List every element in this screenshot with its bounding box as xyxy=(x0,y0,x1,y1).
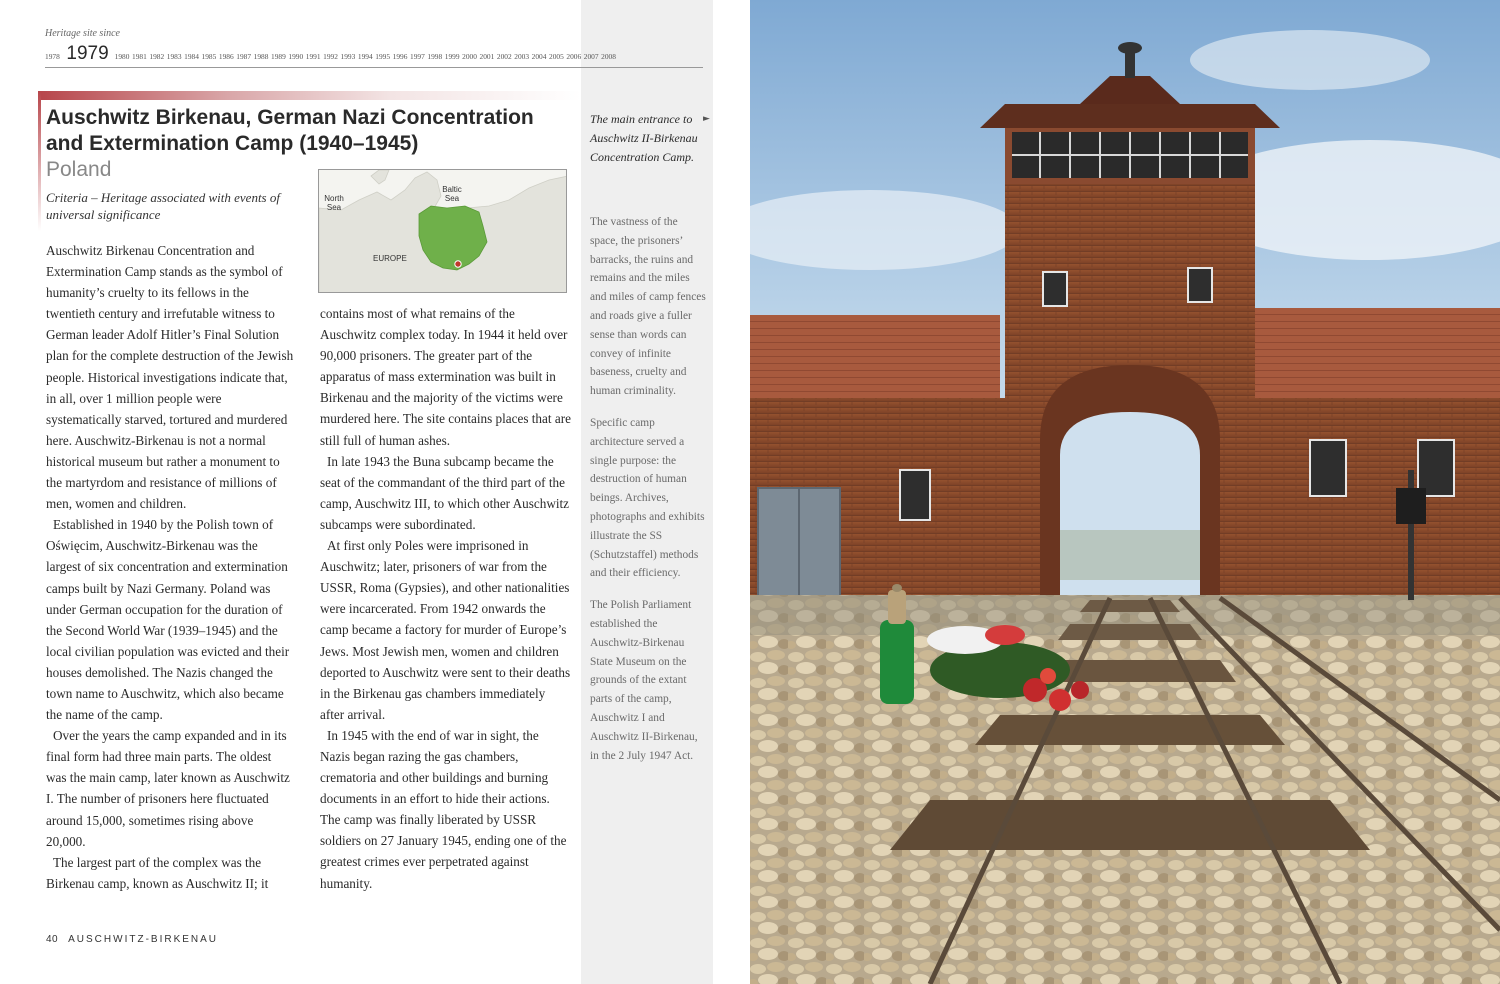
roof-left xyxy=(750,315,1000,400)
sidebar-note: The Polish Parliament established the Auschwitz-Birkenau State Museum on the grounds of the extant parts of the camp, Auschwitz I and Auschwitz II-Birkenau, in the 2 July 1947 Act. xyxy=(590,599,698,762)
body-paragraph: contains most of what remains of the Auschwitz complex today. In 1944 it held over 90,000 prisoners. The greater part of the apparatus of mass extermination was built in Birkenau and the majority of the victims were murdered here. The site contains places that are still full of human ashes. xyxy=(320,306,571,448)
timeline-year: 2008 xyxy=(601,52,616,61)
timeline-year: 1982 xyxy=(149,52,165,61)
timeline-year: 1986 xyxy=(218,52,234,61)
body-paragraph: Over the years the camp expanded and in its final form had three main parts. The oldest was the main camp, later known as Auschwitz I. The number of prisoners here fluctuated around 15,000, sometimes rising above 20,000. xyxy=(46,728,290,849)
timeline-year: 1994 xyxy=(357,52,373,61)
timeline-year: 1993 xyxy=(340,52,356,61)
wing-window xyxy=(1418,440,1454,496)
timeline-year: 1980 xyxy=(114,52,130,61)
timeline-year: 1991 xyxy=(305,52,321,61)
sidebar-notes xyxy=(590,213,706,778)
page-gutter xyxy=(713,0,750,984)
map-label-baltic-sea: Baltic Sea xyxy=(442,185,462,203)
timeline-year: 2001 xyxy=(479,52,495,61)
wing-right xyxy=(1250,398,1500,598)
roof-right xyxy=(1250,308,1500,400)
body-column-2 xyxy=(320,303,572,894)
body-paragraph: In 1945 with the end of war in sight, the Nazis began razing the gas chambers, crematoria and other buildings and burning documents in an effort to hide their actions. The camp was finally liberated by USSR soldiers on 27 January 1945, ending one of the greatest crimes ever perpetrated against humanity. xyxy=(320,727,567,891)
photo-caption: The main entrance to Auschwitz II-Birkenau Concentration Camp. xyxy=(590,112,698,164)
location-marker-icon xyxy=(455,261,461,267)
body-paragraph: The largest part of the complex was the Birkenau camp, known as Auschwitz II; it xyxy=(46,854,269,891)
timeline-year: 1996 xyxy=(392,52,408,61)
timeline-year: 2007 xyxy=(583,52,599,61)
map-label-north-sea: North Sea xyxy=(324,194,344,212)
country-name: Poland xyxy=(46,158,112,181)
timeline-year: 1978 xyxy=(45,52,60,61)
tower-window xyxy=(1043,272,1067,306)
timeline-year: 1987 xyxy=(236,52,252,61)
timeline-year: 2000 xyxy=(462,52,477,61)
timeline-year: 1999 xyxy=(444,52,460,61)
timeline-year: 1984 xyxy=(184,52,199,61)
page-number: 40 xyxy=(46,934,59,945)
timeline-year: 1989 xyxy=(271,52,286,61)
locator-map xyxy=(318,169,567,293)
title-left-rule xyxy=(38,91,41,231)
running-head: AUSCHWITZ-BIRKENAU xyxy=(68,934,219,945)
timeline-year: 1985 xyxy=(201,52,217,61)
timeline-year: 2006 xyxy=(566,52,582,61)
timeline-year: 2003 xyxy=(514,52,530,61)
ballast xyxy=(750,595,1500,984)
memorial-candle xyxy=(880,620,914,704)
wing-window xyxy=(1310,440,1346,496)
body-paragraph: In late 1943 the Buna subcamp became the seat of the commandant of the third part of the camp, Auschwitz III, to which other Auschwitz subcamps were subordinated. xyxy=(320,453,570,532)
sidebar-note: The vastness of the space, the prisoners’ barracks, the ruins and remains and the miles and miles of camp fences and roads give a fuller sense than words can convey of infinite baseness, cruelty and human criminality. xyxy=(590,216,706,398)
gatehouse-illustration xyxy=(750,0,1500,984)
caption-arrow-icon: ► xyxy=(703,114,710,124)
timeline-year: 1983 xyxy=(166,52,182,61)
left-page xyxy=(0,0,713,984)
gatehouse-photo xyxy=(750,0,1500,984)
body-paragraph: Established in 1940 by the Polish town of Oświęcim, Auschwitz-Birkenau was the largest of six concentration and extermination camps built by Nazi Germany. Poland was under German occupation for the duration of the Second World War (1939–1945) and the local civilian population was evicted and their houses demolished. The Nazis changed the town name to Auschwitz, which also became the name of the camp. xyxy=(46,517,290,723)
page-title: Auschwitz Birkenau, German Nazi Concentration and Extermination Camp (1940–1945) xyxy=(46,106,534,155)
timeline-year: 1998 xyxy=(427,52,443,61)
map-label-europe: EUROPE xyxy=(373,254,407,263)
tower-roof xyxy=(980,104,1280,128)
timeline-year: 1992 xyxy=(323,52,338,61)
signal-head xyxy=(1396,488,1426,524)
timeline-years-after xyxy=(115,52,619,67)
year-timeline xyxy=(45,44,703,68)
sidebar-note: Specific camp architecture served a single purpose: the destruction of human beings. Archives, photographs and exhibits illustrate the SS (Schutzstaffel) methods and their efficiency. xyxy=(590,416,705,580)
body-paragraph: At first only Poles were imprisoned in Auschwitz; later, prisoners of war from the USSR, Roma (Gypsies), and other nationalities were incarcerated. From 1942 onwards the camp became a factory for murder of Europe’s Jews. Most Jewish men, women and children deported to Auschwitz were sent to their deaths in the Birkenau gas chambers immediately after arrival. xyxy=(320,538,571,722)
candle-cap xyxy=(888,590,906,624)
timeline-year: 2002 xyxy=(496,52,512,61)
timeline-year: 2005 xyxy=(549,52,564,61)
wing-window xyxy=(900,470,930,520)
timeline-year: 1995 xyxy=(375,52,391,61)
heritage-label: Heritage site since xyxy=(45,28,120,39)
timeline-year: 1997 xyxy=(410,52,425,61)
timeline-year: 2004 xyxy=(531,52,547,61)
timeline-year: 1990 xyxy=(288,52,304,61)
tower-window xyxy=(1188,268,1212,302)
cloud xyxy=(1190,30,1430,90)
archway-distance xyxy=(1060,530,1200,580)
page-footer xyxy=(46,934,218,945)
timeline-year: 1981 xyxy=(132,52,147,61)
timeline-active-year: 1979 xyxy=(66,43,109,64)
body-column-1 xyxy=(46,240,294,894)
body-paragraph: Auschwitz Birkenau Concentration and Extermination Camp stands as the symbol of humanity’s cruelty to its fellows in the twentieth century and irrefutable witness to German leader Adolf Hitler’s Final Solution plan for the complete destruction of the Jewish people. Historical investigations indicate that, in all, over 1 million people were systematically starved, tortured and murdered here. Auschwitz-Birkenau is not a normal historical museum but rather a monument to the martyrdom and resistance of millions of men, women and children. xyxy=(46,243,294,512)
timeline-year: 1988 xyxy=(253,52,269,61)
criteria-text: Criteria – Heritage associated with events of universal significance xyxy=(46,190,280,222)
